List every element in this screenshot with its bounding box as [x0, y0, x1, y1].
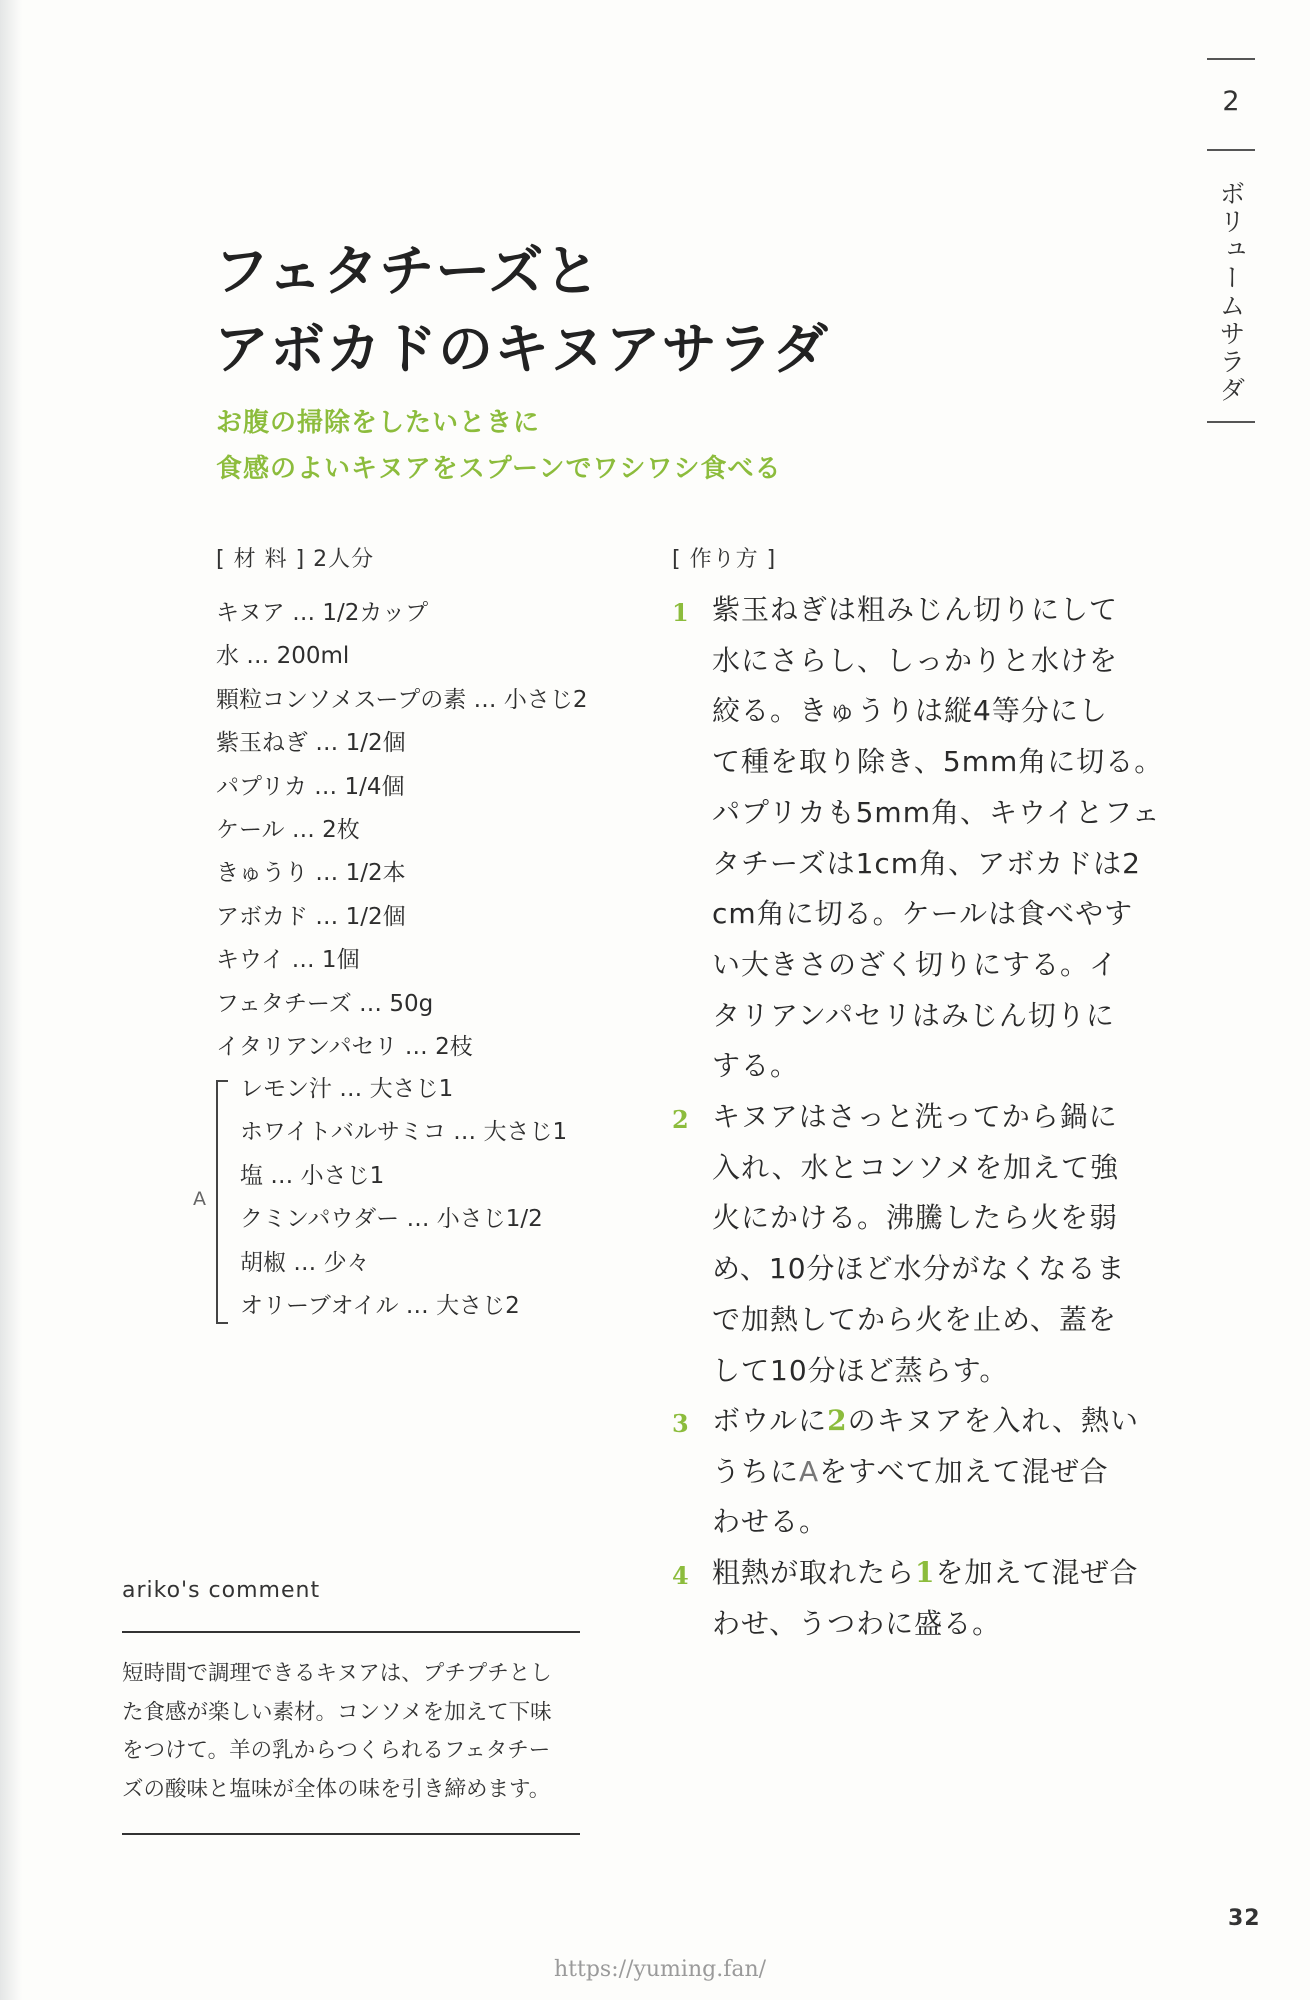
ingredient-item: キヌア … 1/2カップ: [216, 600, 429, 626]
step-line: 紫玉ねぎは粗みじん切りにして: [712, 593, 1119, 626]
group-reference: A: [799, 1454, 820, 1488]
chapter-title: ボリュームサラダ: [1215, 180, 1245, 404]
step-line: わせる。: [712, 1505, 829, 1539]
step-line: cm角に切る。ケールは食べやす: [712, 897, 1134, 931]
step-line: 火にかける。沸騰したら火を弱: [712, 1201, 1119, 1235]
ingredients-heading: [ 材 料 ] 2人分: [216, 547, 375, 572]
step-line: [712, 1396, 1139, 1447]
step-line-text: を加えて混ぜ合: [935, 1556, 1139, 1589]
watermark-url: https://yuming.fan/: [554, 1957, 767, 1982]
ingredient-item: キウイ … 1個: [216, 947, 360, 974]
dressing-item: レモン汁 … 大さじ1: [240, 1076, 454, 1102]
ingredient-item: 水 … 200ml: [216, 643, 350, 670]
step-line: 水にさらし、しっかりと水けを: [712, 643, 1119, 677]
step-text: [712, 1548, 1139, 1649]
ingredient-item: パプリカ … 1/4個: [216, 773, 405, 800]
ingredient-item: アボカド … 1/2個: [216, 903, 406, 930]
method-heading: [ 作り方 ]: [672, 547, 777, 572]
recipe-subtitle-line: 食感のよいキヌアをスプーンでワシワシ食べる: [216, 454, 782, 484]
page-spine-shadow: [0, 0, 22, 2000]
ingredients-list: [216, 592, 588, 1069]
step-line: タチーズは1cm角、アボカドは2: [712, 846, 1141, 880]
comment-text: [122, 1655, 552, 1809]
step-number: 2: [672, 1105, 689, 1134]
step-line: 入れ、水とコンソメを加えて強: [712, 1150, 1120, 1184]
step-text: [712, 1092, 1126, 1396]
step-reference: 2: [827, 1404, 848, 1437]
group-a-bracket: [216, 1080, 228, 1324]
step-line: わせ、うつわに盛る。: [712, 1606, 1002, 1640]
step-line: [712, 1447, 1139, 1498]
group-a-label: A: [193, 1188, 206, 1210]
step-text: [712, 1396, 1139, 1548]
step-line: して10分ほど蒸らす。: [712, 1353, 1009, 1387]
recipe-title-line: アボカドのキヌアサラダ: [214, 317, 829, 381]
step-line: て種を取り除き、5mm角に切る。: [712, 745, 1164, 779]
comment-line: た食感が楽しい素材。コンソメを加えて下味: [122, 1699, 552, 1725]
step-line: する。: [712, 1049, 800, 1083]
step-line: キヌアはさっと洗ってから鍋に: [712, 1100, 1118, 1133]
recipe-subtitle: [216, 400, 781, 492]
step-line: [712, 1548, 1139, 1599]
comment-rule-bottom: [122, 1833, 580, 1835]
step-line-text: のキヌアを入れ、熱い: [847, 1404, 1140, 1437]
recipe-title: [214, 232, 829, 388]
comment-heading: ariko's comment: [122, 1578, 321, 1603]
step-line-text: ボウルに: [712, 1404, 828, 1437]
ingredient-item: ケール … 2枚: [216, 817, 360, 844]
ingredient-item: 紫玉ねぎ … 1/2個: [216, 730, 406, 757]
step-number: 4: [672, 1561, 689, 1590]
comment-rule-top: [122, 1631, 580, 1633]
step-line-text: うちに: [712, 1454, 800, 1488]
side-index-rule-top: [1207, 58, 1255, 60]
step-number: 1: [672, 598, 689, 627]
step-line-text: をすべて加えて混ぜ合: [819, 1454, 1109, 1488]
side-index-rule-middle: [1207, 149, 1255, 151]
recipe-title-line: フェタチーズと: [214, 239, 601, 303]
step-reference: 1: [915, 1556, 936, 1589]
dressing-item: クミンパウダー … 小さじ1/2: [240, 1206, 543, 1233]
step-line: タリアンパセリはみじん切りに: [712, 998, 1115, 1032]
dressing-item: オリーブオイル … 大さじ2: [240, 1293, 520, 1320]
step-line: で加熱してから火を止め、蓋を: [712, 1302, 1117, 1336]
dressing-group-list: [240, 1068, 567, 1328]
step-text: [712, 585, 1163, 1092]
side-index-rule-bottom: [1207, 421, 1255, 423]
step-number: 3: [672, 1409, 689, 1438]
dressing-item: ホワイトバルサミコ … 大さじ1: [240, 1119, 568, 1146]
comment-line: 短時間で調理できるキヌアは、プチプチとし: [122, 1661, 552, 1686]
ingredient-item: イタリアンパセリ … 2枝: [216, 1034, 473, 1061]
ingredient-item: フェタチーズ … 50g: [216, 990, 434, 1017]
page-number: 32: [1228, 1906, 1261, 1931]
ingredient-item: 顆粒コンソメスープの素 … 小さじ2: [216, 686, 588, 713]
recipe-subtitle-line: お腹の掃除をしたいときに: [216, 408, 541, 438]
step-line: 絞る。きゅうりは縦4等分にし: [712, 694, 1108, 728]
chapter-number: 2: [1222, 86, 1240, 117]
ingredient-item: きゅうり … 1/2本: [216, 860, 406, 887]
step-line: パプリカも5mm角、キウイとフェ: [712, 795, 1161, 829]
step-line: め、10分ほど水分がなくなるま: [712, 1252, 1126, 1286]
dressing-item: 胡椒 … 少々: [240, 1249, 370, 1276]
step-line-text: 粗熱が取れたら: [712, 1556, 916, 1589]
comment-line: をつけて。羊の乳からつくられるフェタチー: [122, 1738, 551, 1763]
dressing-item: 塩 … 小さじ1: [240, 1162, 385, 1189]
comment-line: ズの酸味と塩味が全体の味を引き締めます。: [122, 1776, 551, 1802]
step-line: い大きさのざく切りにする。イ: [712, 947, 1119, 981]
